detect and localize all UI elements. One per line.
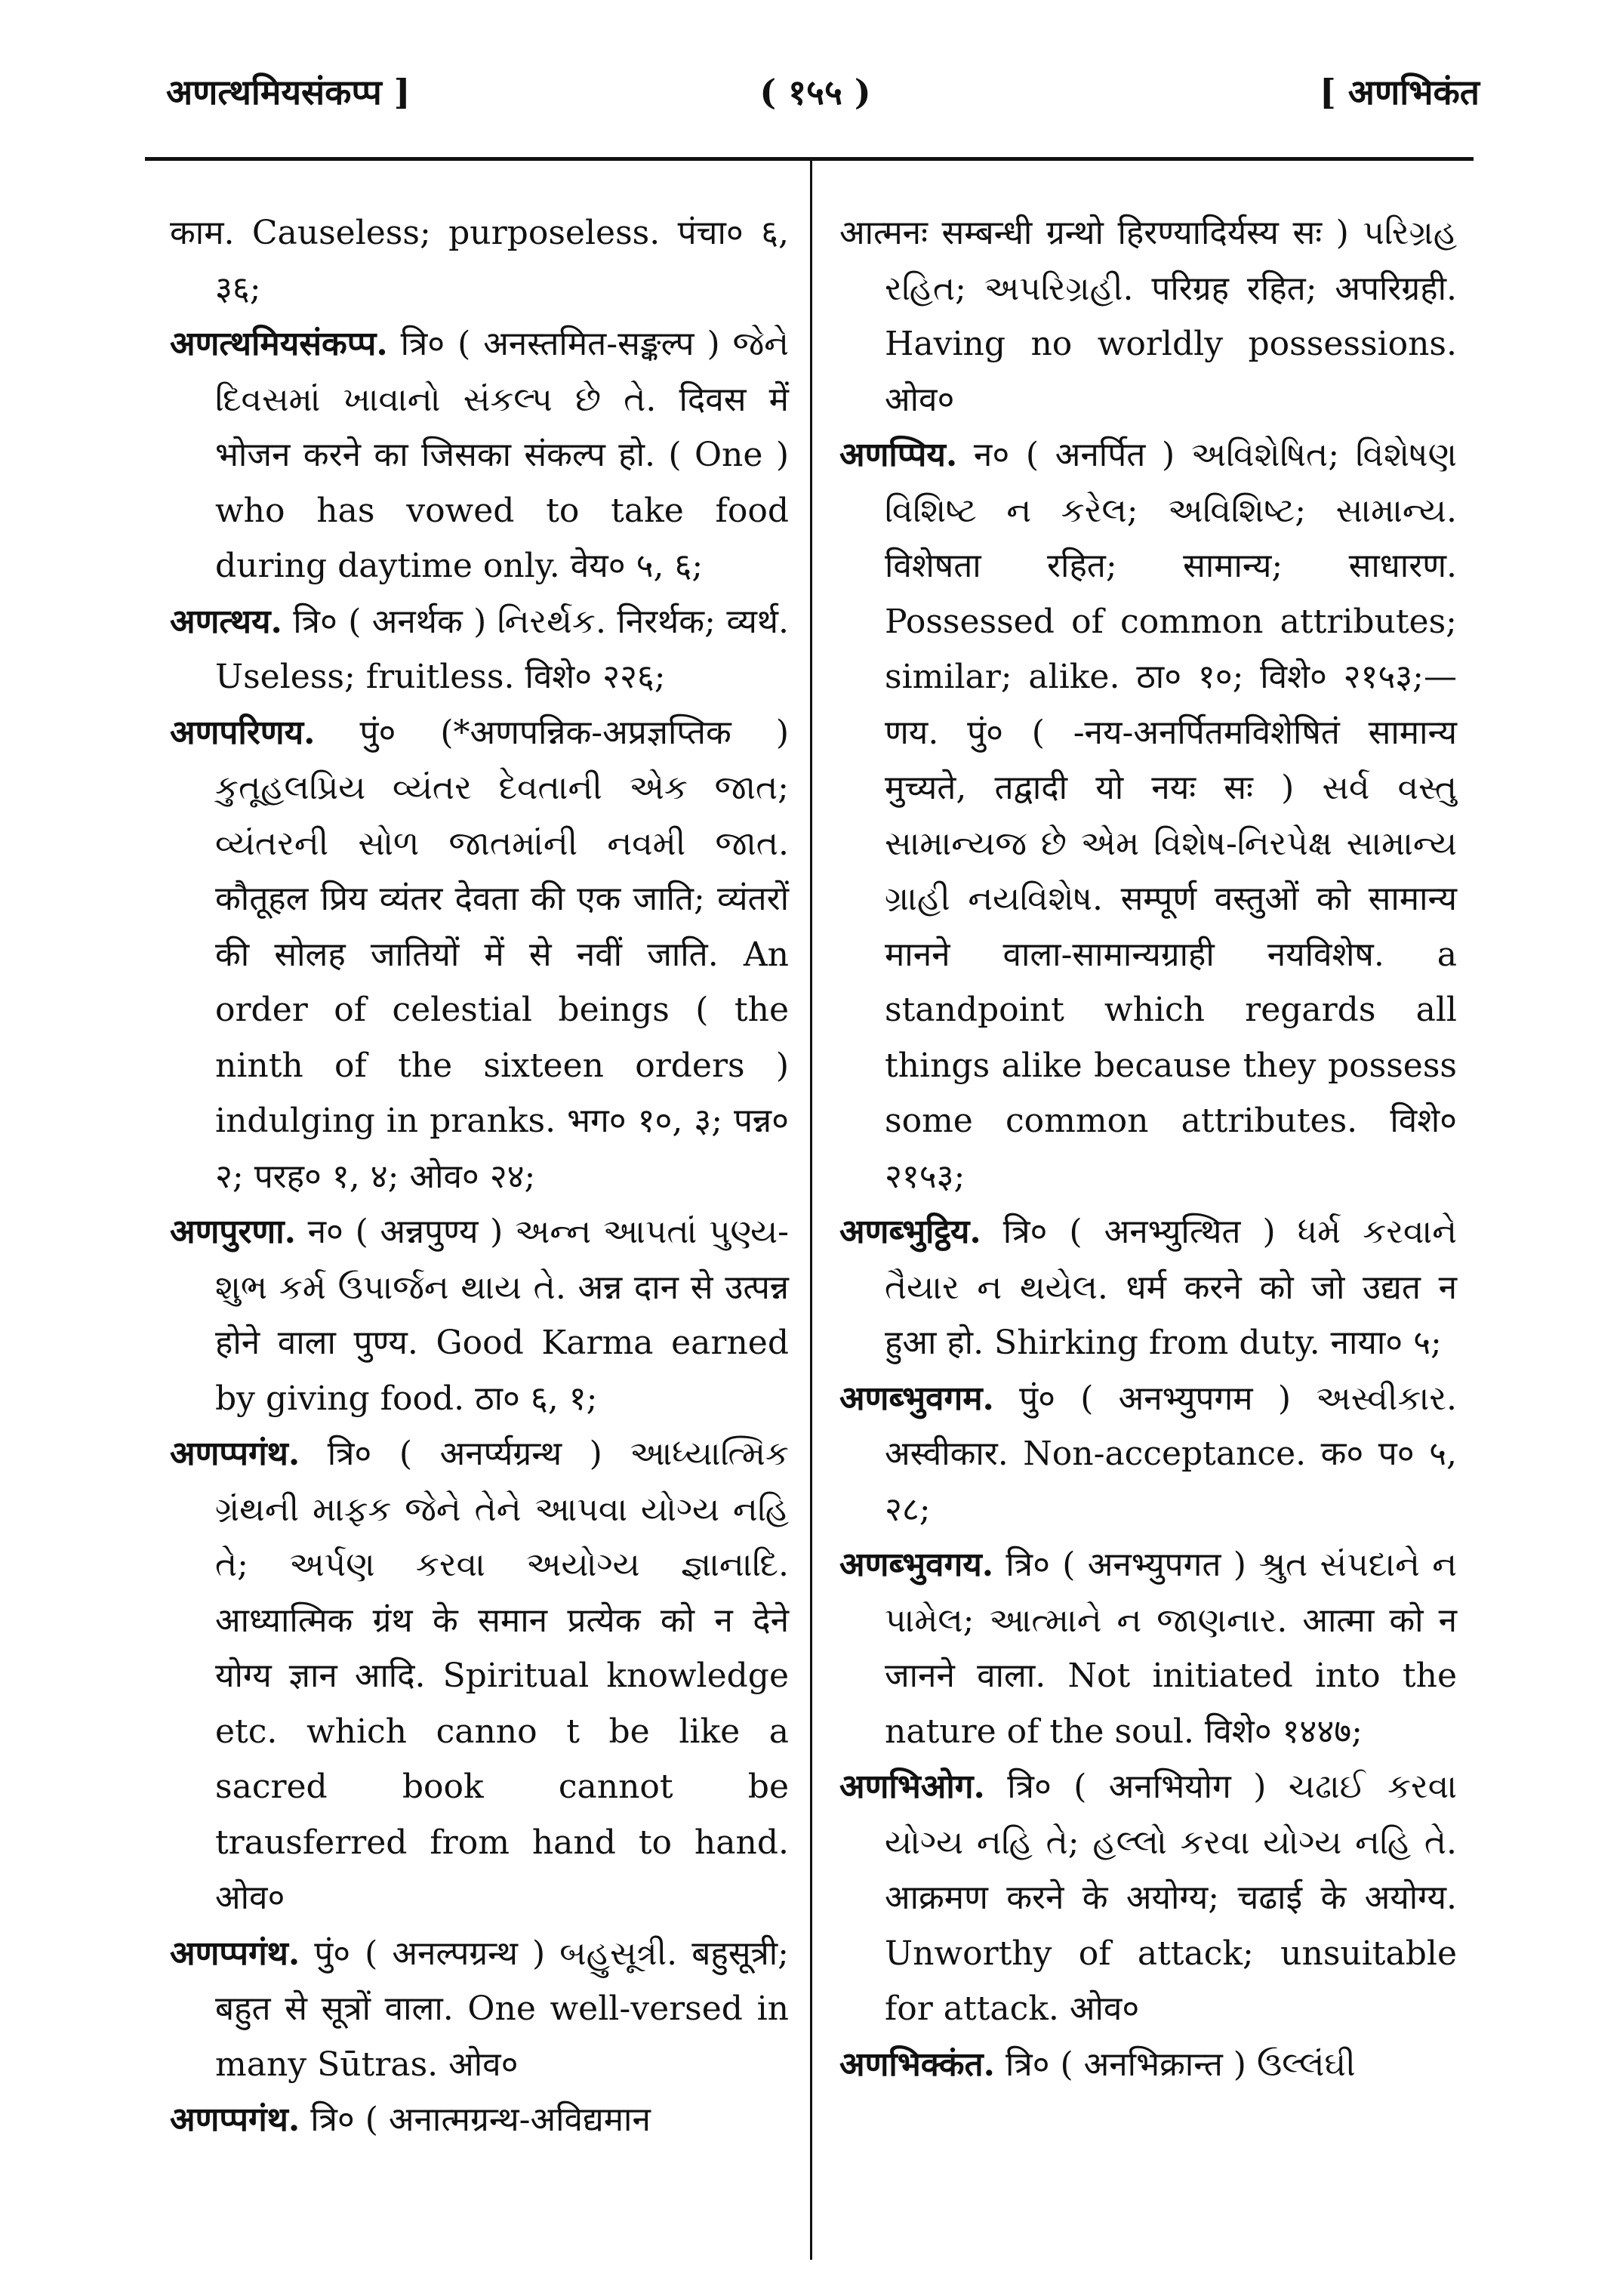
dictionary-entry <box>170 205 789 316</box>
entry-text: आत्मनः सम्बन्धी ग्रन्थो हिरण्यादिर्यस्य सः ) પરિગ્રહ રહિત; અપરિગ્રહી. परिग्रह रहित; अपरिग्रही. Having no worldly possessions. ओव० <box>839 214 1457 419</box>
entry-text: पुं० ( अनल्पग्रन्थ ) બહુસૂત્રી. बहुसूत्री; बहुत से सूत्रों वाला. One well-versed in many Sūtras. ओव० <box>215 1934 789 2084</box>
entry-headword: अणप्पगंथ. <box>170 1435 300 1473</box>
dictionary-entry <box>170 1426 789 1926</box>
entry-text: त्रि० ( अनभियोग ) ચઢાઈ કરવા યોગ્ય નહિ તે; હલ્લો કરવા યોગ્ય નહિ તે. आक्रमण करने के अयोग्य; चढाई के अयोग्य. Unworthy of attack; unsuitable for attack. ओव० <box>885 1767 1457 2028</box>
entry-headword: अणत्थमियसंकप्प. <box>170 325 388 363</box>
right-column <box>839 205 1457 2092</box>
entry-headword: अणब्भुट्ठिय. <box>839 1213 981 1251</box>
entry-text: पुं० (*अणपन्निक-अप्रज्ञप्तिक ) કુતૂહલપ્રિય વ્યંતર દેવતાની એક જાત; વ્યંતરની સોળ જાતમાંની નવમી જાત. कौतूहल प्रिय व्यंतर देवता की एक जाति; व्यंतरों की सोलह जातियों में से नवीं जाति. An order of celestial beings ( the ninth of the sixteen orders ) indulging in pranks. भग० १०, ३; पन्न० २; परह० १, ४; ओव० २४; <box>215 713 789 1196</box>
entry-text: न० ( अनर्पित ) અવિશેષિત; વિશેષણ વિશિષ્ટ ન કરેલ; અવિશિષ્ટ; સામાન્ય. विशेषता रहित; सामान्य; साधारण. Possessed of common attributes; similar; alike. ठा० १०; विशे० २१५३;—णय. पुं० ( -नय-अनर्पितमविशेषितं सामान्य मुच्यते, तद्वादी यो नयः सः ) સર્વ વસ્તુ સામાન્યજ છે એમ વિશેષ-નિરપેક્ષ સામાન્ય ગ્રાહી નયવિશેષ. सम्पूर्ण वस्तुओं को सामान्य मानने वाला-सामान्यग्राही नयविशेष. a standpoint which regards all things alike because they possess some common attributes. विशे० २१५३; <box>885 436 1457 1196</box>
dictionary-entry <box>170 1926 789 2093</box>
dictionary-entry <box>170 1204 789 1426</box>
left-column <box>170 205 789 2148</box>
dictionary-entry <box>839 1204 1457 1371</box>
entry-headword: अणभिओग. <box>839 1767 985 1806</box>
entry-headword: अणप्पगंथ. <box>170 2100 300 2139</box>
entry-text: काम. Causeless; purposeless. पंचा० ६, ३६; <box>170 214 789 308</box>
dictionary-entry <box>839 427 1457 1204</box>
entry-text: त्रि० ( अनर्प्यग्रन्थ ) આધ્યાત્મિક ગ્રંથની માફક જેને તેને આપવા યોગ્ય નહિ તે; અર્પણ કરવા અયોગ્ય જ્ઞાનાદિ. आध्यात्मिक ग्रंथ के समान प्रत्येक को न देने योग्य ज्ञान आदि. Spiritual knowledge etc. which canno t be like a sacred book cannot be trausferred from hand to hand. ओव० <box>215 1435 789 1917</box>
entry-text: न० ( अन्नपुण्य ) અન્ન આપતાં પુણ્ય-શુભ કર્મ ઉપાર્જન થાય તે. अन्न दान से उत्पन्न होने वाला पुण्य. Good Karma earned by giving food. ठा० ६, १; <box>215 1213 789 1418</box>
entry-headword: अणप्पिय. <box>839 436 958 474</box>
entry-text: त्रि० ( अनभ्युत्थित ) ધર્મ કરવાને તૈયાર ન થયેલ. धर्म करने को जो उद्यत न हुआ हो. Shirking from duty. नाया० ५; <box>885 1213 1457 1362</box>
dictionary-entry <box>170 2092 789 2148</box>
dictionary-entry <box>839 1537 1457 1759</box>
dictionary-entry <box>839 205 1457 427</box>
page-number: ( १५५ ) <box>759 72 871 112</box>
entry-text: त्रि० ( अनभिक्रान्त ) ઉલ્લંઘી <box>1005 2045 1356 2084</box>
entry-headword: अणब्भुवगय. <box>839 1546 994 1584</box>
header-rule <box>145 157 1474 161</box>
dictionary-entry <box>170 594 789 705</box>
entry-headword: अणत्थय. <box>170 602 282 641</box>
entry-headword: अणपरिणय. <box>170 713 316 752</box>
header-last-headword: [ अणभिकंत <box>1320 72 1480 112</box>
entry-headword: अणभिक्कंत. <box>839 2045 995 2084</box>
entry-text: त्रि० ( अनर्थक ) નિરર્થક. निरर्थक; व्यर्थ. Useless; fruitless. विशे० २२६; <box>215 602 789 696</box>
page-header <box>151 68 1480 121</box>
column-divider <box>810 161 812 2260</box>
entry-text: पुं० ( अनभ्युपगम ) અસ્વીકાર. अस्वीकार. Non-acceptance. क० प० ५, २८; <box>885 1379 1457 1529</box>
dictionary-entry <box>839 1759 1457 2037</box>
dictionary-entry <box>839 1371 1457 1538</box>
header-first-headword: अणत्थमियसंकप्प ] <box>166 72 411 112</box>
entry-text: त्रि० ( अनात्मग्रन्थ-अविद्यमान <box>310 2100 651 2139</box>
dictionary-entry <box>170 316 789 594</box>
entry-headword: अणब्भुवगम. <box>839 1379 994 1418</box>
entry-headword: अणप्पगंथ. <box>170 1934 300 1973</box>
entry-text: त्रि० ( अनभ्युपगत ) શ્રુત સંપદાને ન પામેલ; આત્માને ન જાણનાર. आत्मा को न जानने वाला. Not initiated into the nature of the soul. विशे० १४४७; <box>885 1546 1457 1751</box>
entry-text: त्रि० ( अनस्तमित-सङ्कल्प ) જેને દિવસમાં ખાવાનો સંકલ્પ છે તે. दिवस में भोजन करने का जिसका संकल्प हो. ( One ) who has vowed to take food during daytime only. वेय० ५, ६; <box>215 325 789 585</box>
entry-headword: अणपुरणा. <box>170 1213 296 1251</box>
dictionary-entry <box>839 2037 1457 2093</box>
dictionary-entry <box>170 705 789 1205</box>
